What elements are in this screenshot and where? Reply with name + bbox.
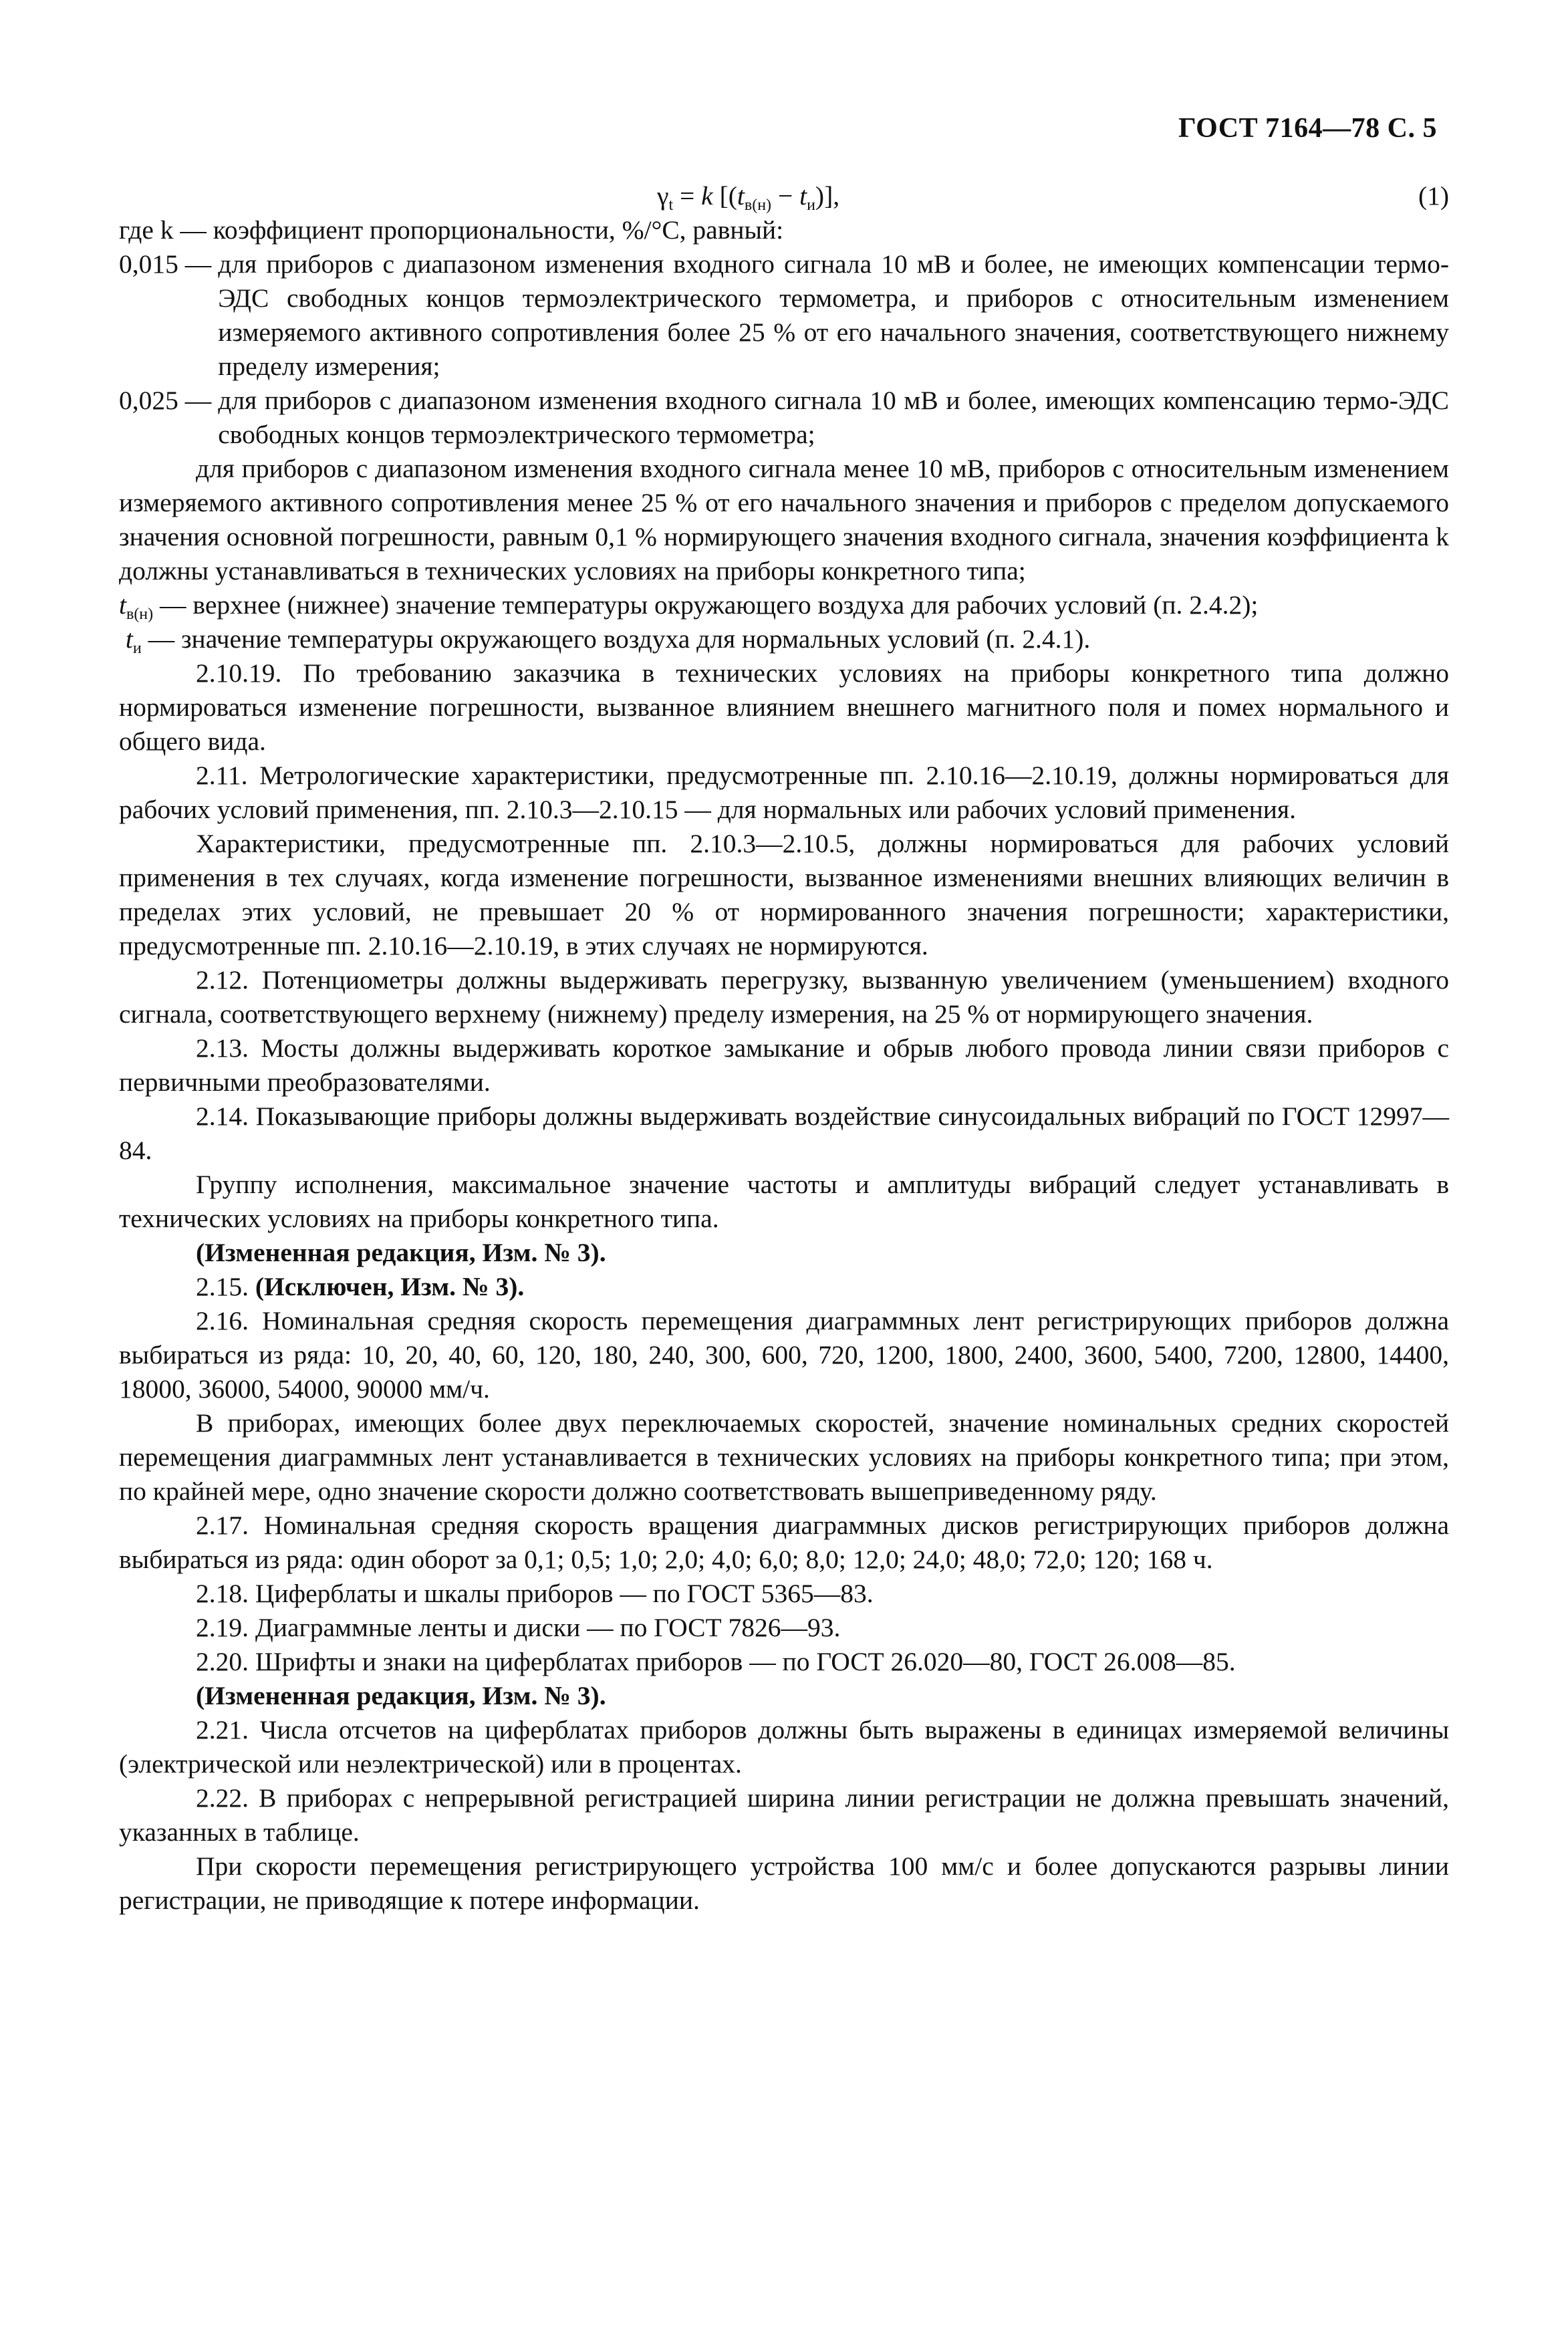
- symbol-definition: [119, 588, 1449, 622]
- paragraph: Характеристики, предусмотренные пп. 2.10.3—2.10.5, должны нормироваться для рабочих условий применения в тех случаях, когда изменение погрешности, вызванное изменениями внешних влияющих величин в пределах этих условий, не превышает 20 % от нормированного значения погрешности; характеристики, предусмотренные пп. 2.10.16—2.10.19, в этих случаях не нормируются.: [119, 829, 1449, 960]
- paragraph: [119, 1270, 1449, 1304]
- coef-item: [119, 247, 1449, 384]
- paragraph: 2.20. Шрифты и знаки на циферблатах приборов — по ГОСТ 26.020—80, ГОСТ 26.008—85.: [196, 1647, 1236, 1676]
- amendment-note: (Измененная редакция, Изм. № 3).: [196, 1238, 606, 1267]
- paragraph: 2.11. Метрологические характеристики, предусмотренные пп. 2.10.16—2.10.19, должны нормироваться для рабочих условий применения, пп. 2.10.3—2.10.15 — для нормальных или рабочих условий применения.: [119, 761, 1449, 824]
- symbol-definition: [119, 622, 1449, 656]
- paragraph: 2.18. Циферблаты и шкалы приборов — по ГОСТ 5365—83.: [196, 1579, 874, 1608]
- paragraph: 2.12. Потенциометры должны выдерживать перегрузку, вызванную увеличением (уменьшением) входного сигнала, соответствующего верхнему (нижнему) пределу измерения, на 25 % от нормирующего значения.: [119, 965, 1449, 1029]
- coef-text: для приборов с диапазоном изменения входного сигнала 10 мВ и более, не имеющих компенсации термо-ЭДС свободных концов термоэлектрического термометра, и приборов с относительным изменением измеряемого активного сопротивления более 25 % от его начального значения, соответствующего нижнему пределу измерения;: [218, 249, 1449, 381]
- symbol-t-vn: $t_{в(н)}$: [119, 590, 154, 623]
- coef-text: для приборов с диапазоном изменения входного сигнала 10 мВ и более, имеющих компенсацию термо-ЭДС свободных концов термоэлектрического термометра;: [218, 386, 1449, 449]
- formula-number: (1): [1418, 181, 1449, 211]
- paragraph: 2.14. Показывающие приборы должны выдерживать воздействие синусоидальных вибраций по ГОСТ 12997—84.: [119, 1101, 1449, 1165]
- coef-item: [119, 384, 1449, 452]
- paragraph: 2.17. Номинальная средняя скорость вращения диаграммных дисков регистрирующих приборов должна выбираться из ряда: один оборот за 0,1; 0,5; 1,0; 2,0; 4,0; 6,0; 8,0; 12,0; 24,0; 48,0; 72,0; 120; 168 ч.: [119, 1511, 1449, 1574]
- paragraph: 2.16. Номинальная средняя скорость перемещения диаграммных лент регистрирующих приборов должна выбираться из ряда: 10, 20, 40, 60, 120, 180, 240, 300, 600, 720, 1200, 1800, 2400, 3600, 5400, 7200, 12800, 14400, 18000, 36000, 54000, 90000 мм/ч.: [119, 1306, 1449, 1404]
- paragraph: 2.19. Диаграммные ленты и диски — по ГОСТ 7826—93.: [196, 1613, 841, 1642]
- symbol-text: — значение температуры окружающего воздуха для нормальных условий (п. 2.4.1).: [148, 624, 1091, 654]
- coef-value: 0,015 —: [119, 249, 212, 279]
- formula-gamma: $\gamma_t = k$ $[(t_{в(н)} - t_и)]$,: [657, 181, 840, 214]
- paragraph: 2.21. Числа отсчетов на циферблатах приборов должны быть выражены в единицах измеряемой величины (электрической или неэлектрической) или в процентах.: [119, 1715, 1449, 1779]
- paragraph-number: 2.15.: [196, 1272, 255, 1301]
- paragraph: 2.10.19. По требованию заказчика в технических условиях на приборы конкретного типа должно нормироваться изменение погрешности, вызванное влиянием внешнего магнитного поля и помех нормального и общего вида.: [119, 658, 1449, 756]
- paragraph: При скорости перемещения регистрирующего устройства 100 мм/с и более допускаются разрывы линии регистрации, не приводящие к потере информации.: [119, 1851, 1449, 1915]
- paragraph: Группу исполнения, максимальное значение частоты и амплитуды вибраций следует устанавливать в технических условиях на приборы конкретного типа.: [119, 1170, 1449, 1233]
- amendment-note: (Измененная редакция, Изм. № 3).: [196, 1681, 606, 1710]
- paragraph: 2.13. Мосты должны выдерживать короткое замыкание и обрыв любого провода линии связи приборов с первичными преобразователями.: [119, 1033, 1449, 1097]
- coef-note: для приборов с диапазоном изменения входного сигнала менее 10 мВ, приборов с относительным изменением измеряемого активного сопротивления менее 25 % от его начального значения и приборов с пределом допускаемого значения основной погрешности, равным 0,1 % нормирующего значения входного сигнала, значения коэффициента k должны устанавливаться в технических условиях на приборы конкретного типа;: [119, 454, 1449, 586]
- symbol-t-i: $t_и$: [125, 624, 142, 657]
- paragraph: 2.22. В приборах с непрерывной регистрацией ширина линии регистрации не должна превышать значений, указанных в таблице.: [119, 1783, 1449, 1847]
- symbol-text: — верхнее (нижнее) значение температуры окружающего воздуха для рабочих условий (п. 2.4.2);: [160, 590, 1259, 620]
- where-line: где k — коэффициент пропорциональности, %/°C, равный:: [119, 215, 784, 245]
- page-content: [119, 179, 1449, 1918]
- excluded-note: (Исключен, Изм. № 3).: [255, 1272, 525, 1301]
- paragraph: В приборах, имеющих более двух переключаемых скоростей, значение номинальных средних скоростей перемещения диаграммных лент устанавливается в технических условиях на приборы конкретного типа; при этом, по крайней мере, одно значение скорости должно соответствовать вышеприведенному ряду.: [119, 1408, 1449, 1506]
- page-header: ГОСТ 7164—78 С. 5: [1178, 113, 1437, 144]
- coef-value: 0,025 —: [119, 386, 212, 415]
- formula-row: [119, 179, 1449, 213]
